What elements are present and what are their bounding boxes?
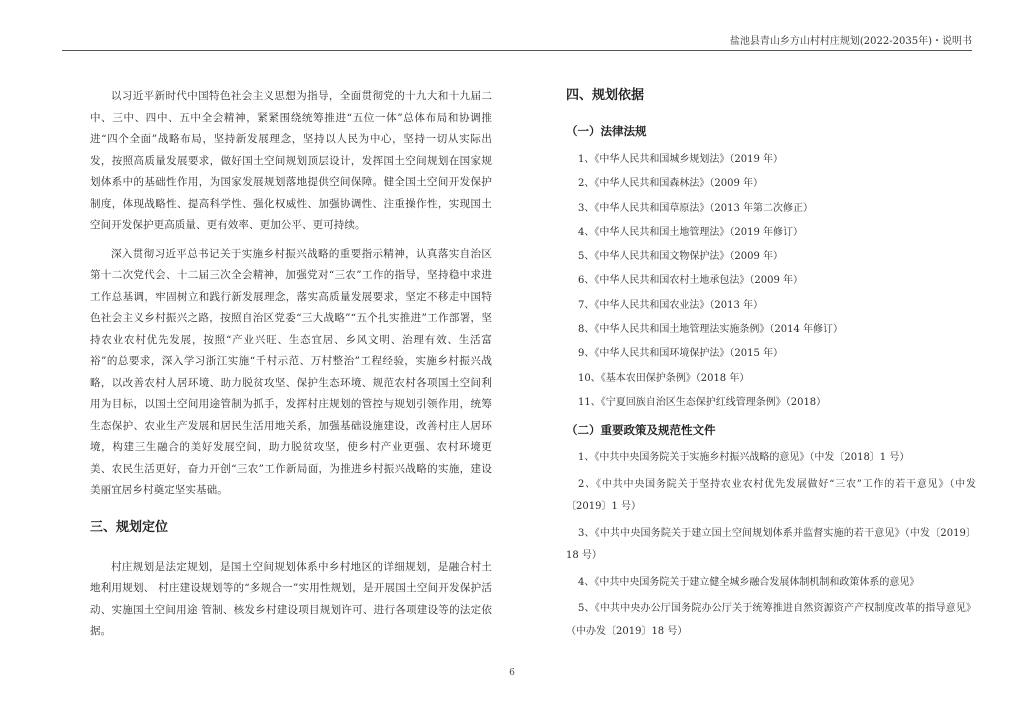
law-item: 7、《中华人民共和国农业法》（2013 年）: [578, 299, 763, 311]
header-divider: [62, 50, 972, 51]
law-item: 1、《中华人民共和国城乡规划法》（2019 年）: [578, 154, 783, 165]
law-item: 6、《中华人民共和国农村土地承包法》（2009 年）: [578, 275, 803, 287]
planning-positioning-paragraph: 村庄规划是法定规划，是国土空间规划体系中乡村地区的详细规划，是融合村土地利用规划、 村庄建设规划等的“多规合一”实用性规划，是开展国土空间开发保护活动、实施国土空间用途 管制、核发乡村建设项目规划许可、进行各项建设等的法定依据。: [90, 560, 492, 637]
law-item: 5、《中华人民共和国文物保护法》（2009 年）: [578, 251, 783, 263]
law-item: 8、《中华人民共和国土地管理法实施条例》（2014 年修订）: [578, 324, 843, 336]
policies-subsection-title: （二）重要政策及规范性文件: [566, 423, 716, 438]
law-item: 3、《中华人民共和国草原法》（2013 年第二次修正）: [578, 202, 813, 214]
document-header: 盐池县青山乡方山村村庄规划(2022-2035年)・说明书: [729, 36, 972, 47]
law-item: 4、《中华人民共和国土地管理法》（2019 年修订）: [578, 226, 803, 238]
policy-item: 3、《中共中央国务院关于建立国土空间规划体系并监督实施的若干意见》（中发〔2019〕18 号）: [566, 527, 976, 562]
policy-item: 4、《中共中央国务院关于建立健全城乡融合发展体制机制和政策体系的意见》: [578, 576, 920, 588]
law-item: 2、《中华人民共和国森林法》（2009 年）: [578, 178, 763, 190]
page-number: 6: [509, 668, 515, 678]
law-item: 9、《中华人民共和国环境保护法》（2015 年）: [578, 348, 783, 360]
policy-item: 1、《中共中央国务院关于实施乡村振兴战略的意见》（中发〔2018〕1 号）: [578, 452, 910, 464]
laws-subsection-title: （一）法律法规: [566, 124, 647, 138]
right-column: [566, 84, 976, 647]
section-3-title: 三、规划定位: [90, 519, 169, 535]
policies-list: [566, 447, 976, 643]
left-column: [90, 86, 492, 643]
rural-revitalization-paragraph: 深入贯彻习近平总书记关于实施乡村振兴战略的重要指示精神，认真落实自治区第十二次党代会、十二届三次全会精神，加强党对“三农”工作的指导，坚持稳中求进工作总基调，牢固树立和践行新发展理念，落实高质量发展要求，坚定不移走中国特色社会主义乡村振兴之路，按照自治区党委“三大战略”“五个扎实推进”工作部署，坚持农业农村优先发展，按照“产业兴旺、生态宜居、乡风文明、治理有效、生活富裕”的总要求，深入学习浙江实施“千村示范、万村整治”工程经验，实施乡村振兴战略，以改善农村人居环境、助力脱贫攻坚、保护生态环境、规范农村各项国土空间利用为目标，以国土空间用途管制为抓手，发挥村庄规划的管控与规划引领作用，统筹生态保护、农业生产发展和居民生活用地关系，加强基础设施建设，改善村庄人居环境，构建三生融合的美好发展空间，助力脱贫攻坚，使乡村产业更强、农村环境更美、农民生活更好，奋力开创“三农”工作新局面，为推进乡村振兴战略的实施，建设美丽宜居乡村奠定坚实基础。: [90, 247, 492, 496]
law-item: 10、《基本农田保护条例》（2018 年）: [578, 372, 750, 384]
law-item: 11、《宁夏回族自治区生态保护红线管理条例》（2018）: [578, 396, 827, 408]
policy-item: 2、《中共中央国务院关于坚持农业农村优先发展做好“三农”工作的若干意见》（中发〔2019〕1 号）: [566, 478, 976, 513]
section-4-title: 四、规划依据: [566, 88, 645, 103]
policy-item: 5、《中共中央办公厅国务院办公厅关于统筹推进自然资源资产产权制度改革的指导意见》（中办发〔2019〕18 号）: [566, 603, 976, 637]
laws-list: [566, 148, 976, 415]
guiding-ideology-paragraph: 以习近平新时代中国特色社会主义思想为指导，全面贯彻党的十九大和十九届二中、三中、四中、五中全会精神，紧紧围绕统筹推进“五位一体”总体布局和协调推进“四个全面”战略布局，坚持新发展理念，坚持以人民为中心，坚持一切从实际出发，按照高质量发展要求，做好国土空间规划顶层设计，发挥国土空间规划在国家规划体系中的基础性作用，为国家发展规划落地提供空间保障。健全国土空间开发保护制度，体现战略性、提高科学性、强化权威性、加强协调性、注重操作性，实现国土空间开发保护更高质量、更有效率、更加公平、更可持续。: [90, 90, 492, 231]
